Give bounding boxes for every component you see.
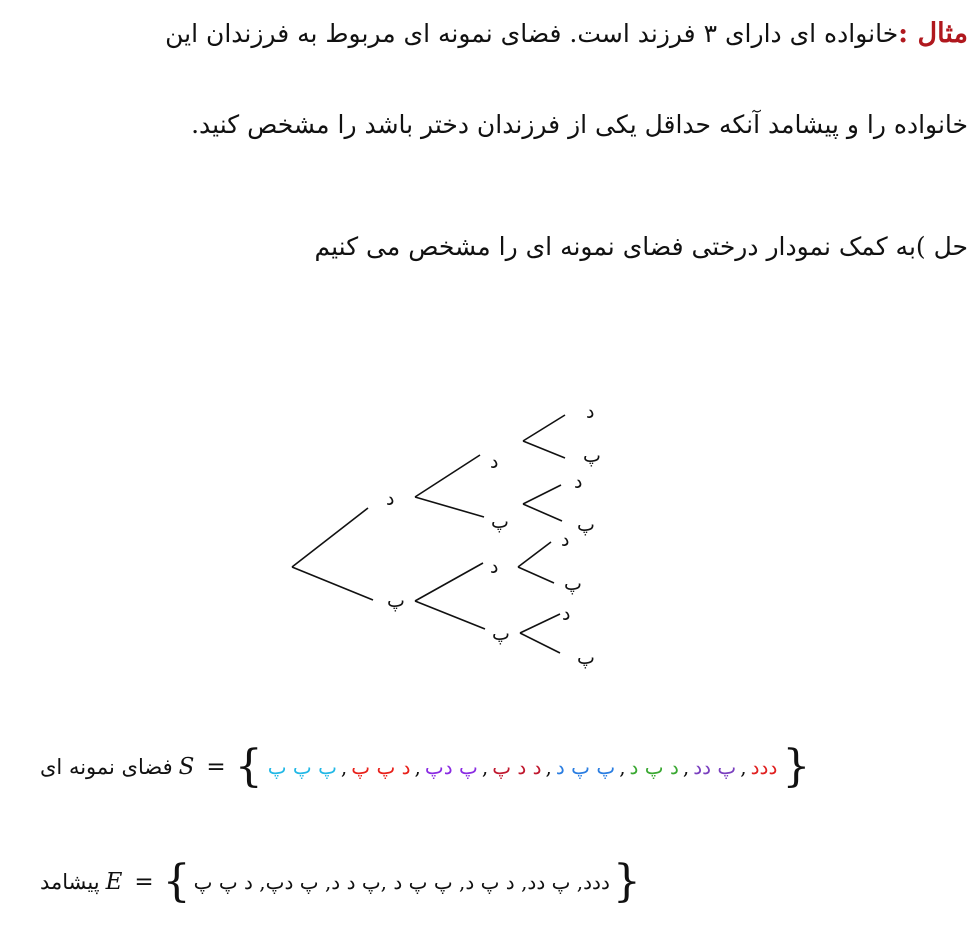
branch-p-p [415, 601, 485, 629]
problem-text-line-1: خانواده ای دارای ۳ فرزند است. فضای نمونه ای مربوط به فرزندان این [165, 19, 899, 48]
node-l1-d: د [386, 488, 395, 510]
branch-dd-d [523, 415, 565, 441]
comma-separator: , [414, 755, 421, 779]
close-brace: } [612, 856, 641, 907]
node-l2-dd: د [490, 451, 499, 473]
branch-dp-p [523, 504, 562, 521]
equals-sign: = [206, 754, 226, 780]
tree-labels [386, 401, 601, 669]
branch-pp-p [520, 633, 560, 653]
event-row [40, 856, 644, 907]
equals-sign: = [134, 869, 154, 895]
sample-outcome: د د پ [492, 755, 542, 779]
comma-separator: , [682, 755, 690, 779]
node-l3-ddd: د [586, 401, 595, 423]
sample-space-row [40, 741, 813, 792]
node-l3-dpd: د [574, 471, 583, 493]
branch-dd-p [523, 441, 565, 458]
sample-outcome: ددد [750, 755, 778, 779]
branch-root-p [292, 567, 373, 600]
event-symbol: E [105, 869, 123, 895]
sample-outcome: پ پ د [555, 755, 616, 779]
sample-outcome: پ دد [693, 755, 737, 779]
solution-text: حل )به کمک نمودار درختی فضای نمونه ای را مشخص می کنیم [314, 232, 968, 261]
node-l3-ppd: د [562, 603, 571, 625]
node-l2-pp: پ [492, 623, 510, 645]
example-title: مثال : [898, 18, 968, 49]
sample-space-elements [266, 755, 780, 779]
branch-dp-d [523, 485, 561, 504]
branch-d-d [415, 455, 480, 497]
node-l2-pd: د [490, 556, 499, 578]
close-brace: } [782, 741, 811, 792]
comma-separator: , [481, 755, 489, 779]
sample-space-label: فضای نمونه ای [40, 755, 173, 779]
open-brace: { [162, 856, 191, 907]
branch-pp-d [520, 614, 560, 633]
comma-separator: , [740, 755, 747, 779]
node-l3-pdd: د [561, 529, 570, 551]
sample-outcome: د پ د [629, 755, 679, 779]
node-l2-dp: پ [491, 511, 509, 533]
node-l3-dpp: پ [577, 514, 595, 536]
branch-root-d [292, 508, 368, 567]
node-l1-p: پ [387, 590, 405, 612]
sample-space-symbol: S [178, 754, 195, 780]
sample-outcome: پ پ پ [267, 755, 337, 779]
comma-separator: , [619, 755, 626, 779]
sample-outcome: پ دپ [424, 755, 478, 779]
comma-separator: , [340, 755, 348, 779]
open-brace: { [234, 741, 263, 792]
branch-pd-p [518, 567, 554, 583]
tree-branches [292, 415, 565, 653]
problem-text-line-2: خانواده را و پیشامد آنکه حداقل یکی از فرزندان دختر باشد را مشخص کنید. [191, 110, 968, 139]
node-l3-ppp: پ [577, 647, 595, 669]
node-l3-pdp: پ [564, 573, 582, 595]
branch-pd-d [518, 542, 551, 567]
branch-p-d [415, 563, 483, 601]
node-l3-ddp: پ [583, 445, 601, 467]
event-label: پیشامد [40, 870, 100, 894]
event-elements: ددد, پ دد, د پ د, پ پ د ,پ د د, پ دپ, د پ پ [193, 870, 610, 894]
sample-outcome: د پ پ [351, 755, 411, 779]
branch-d-p [415, 497, 484, 517]
comma-separator: , [545, 755, 552, 779]
